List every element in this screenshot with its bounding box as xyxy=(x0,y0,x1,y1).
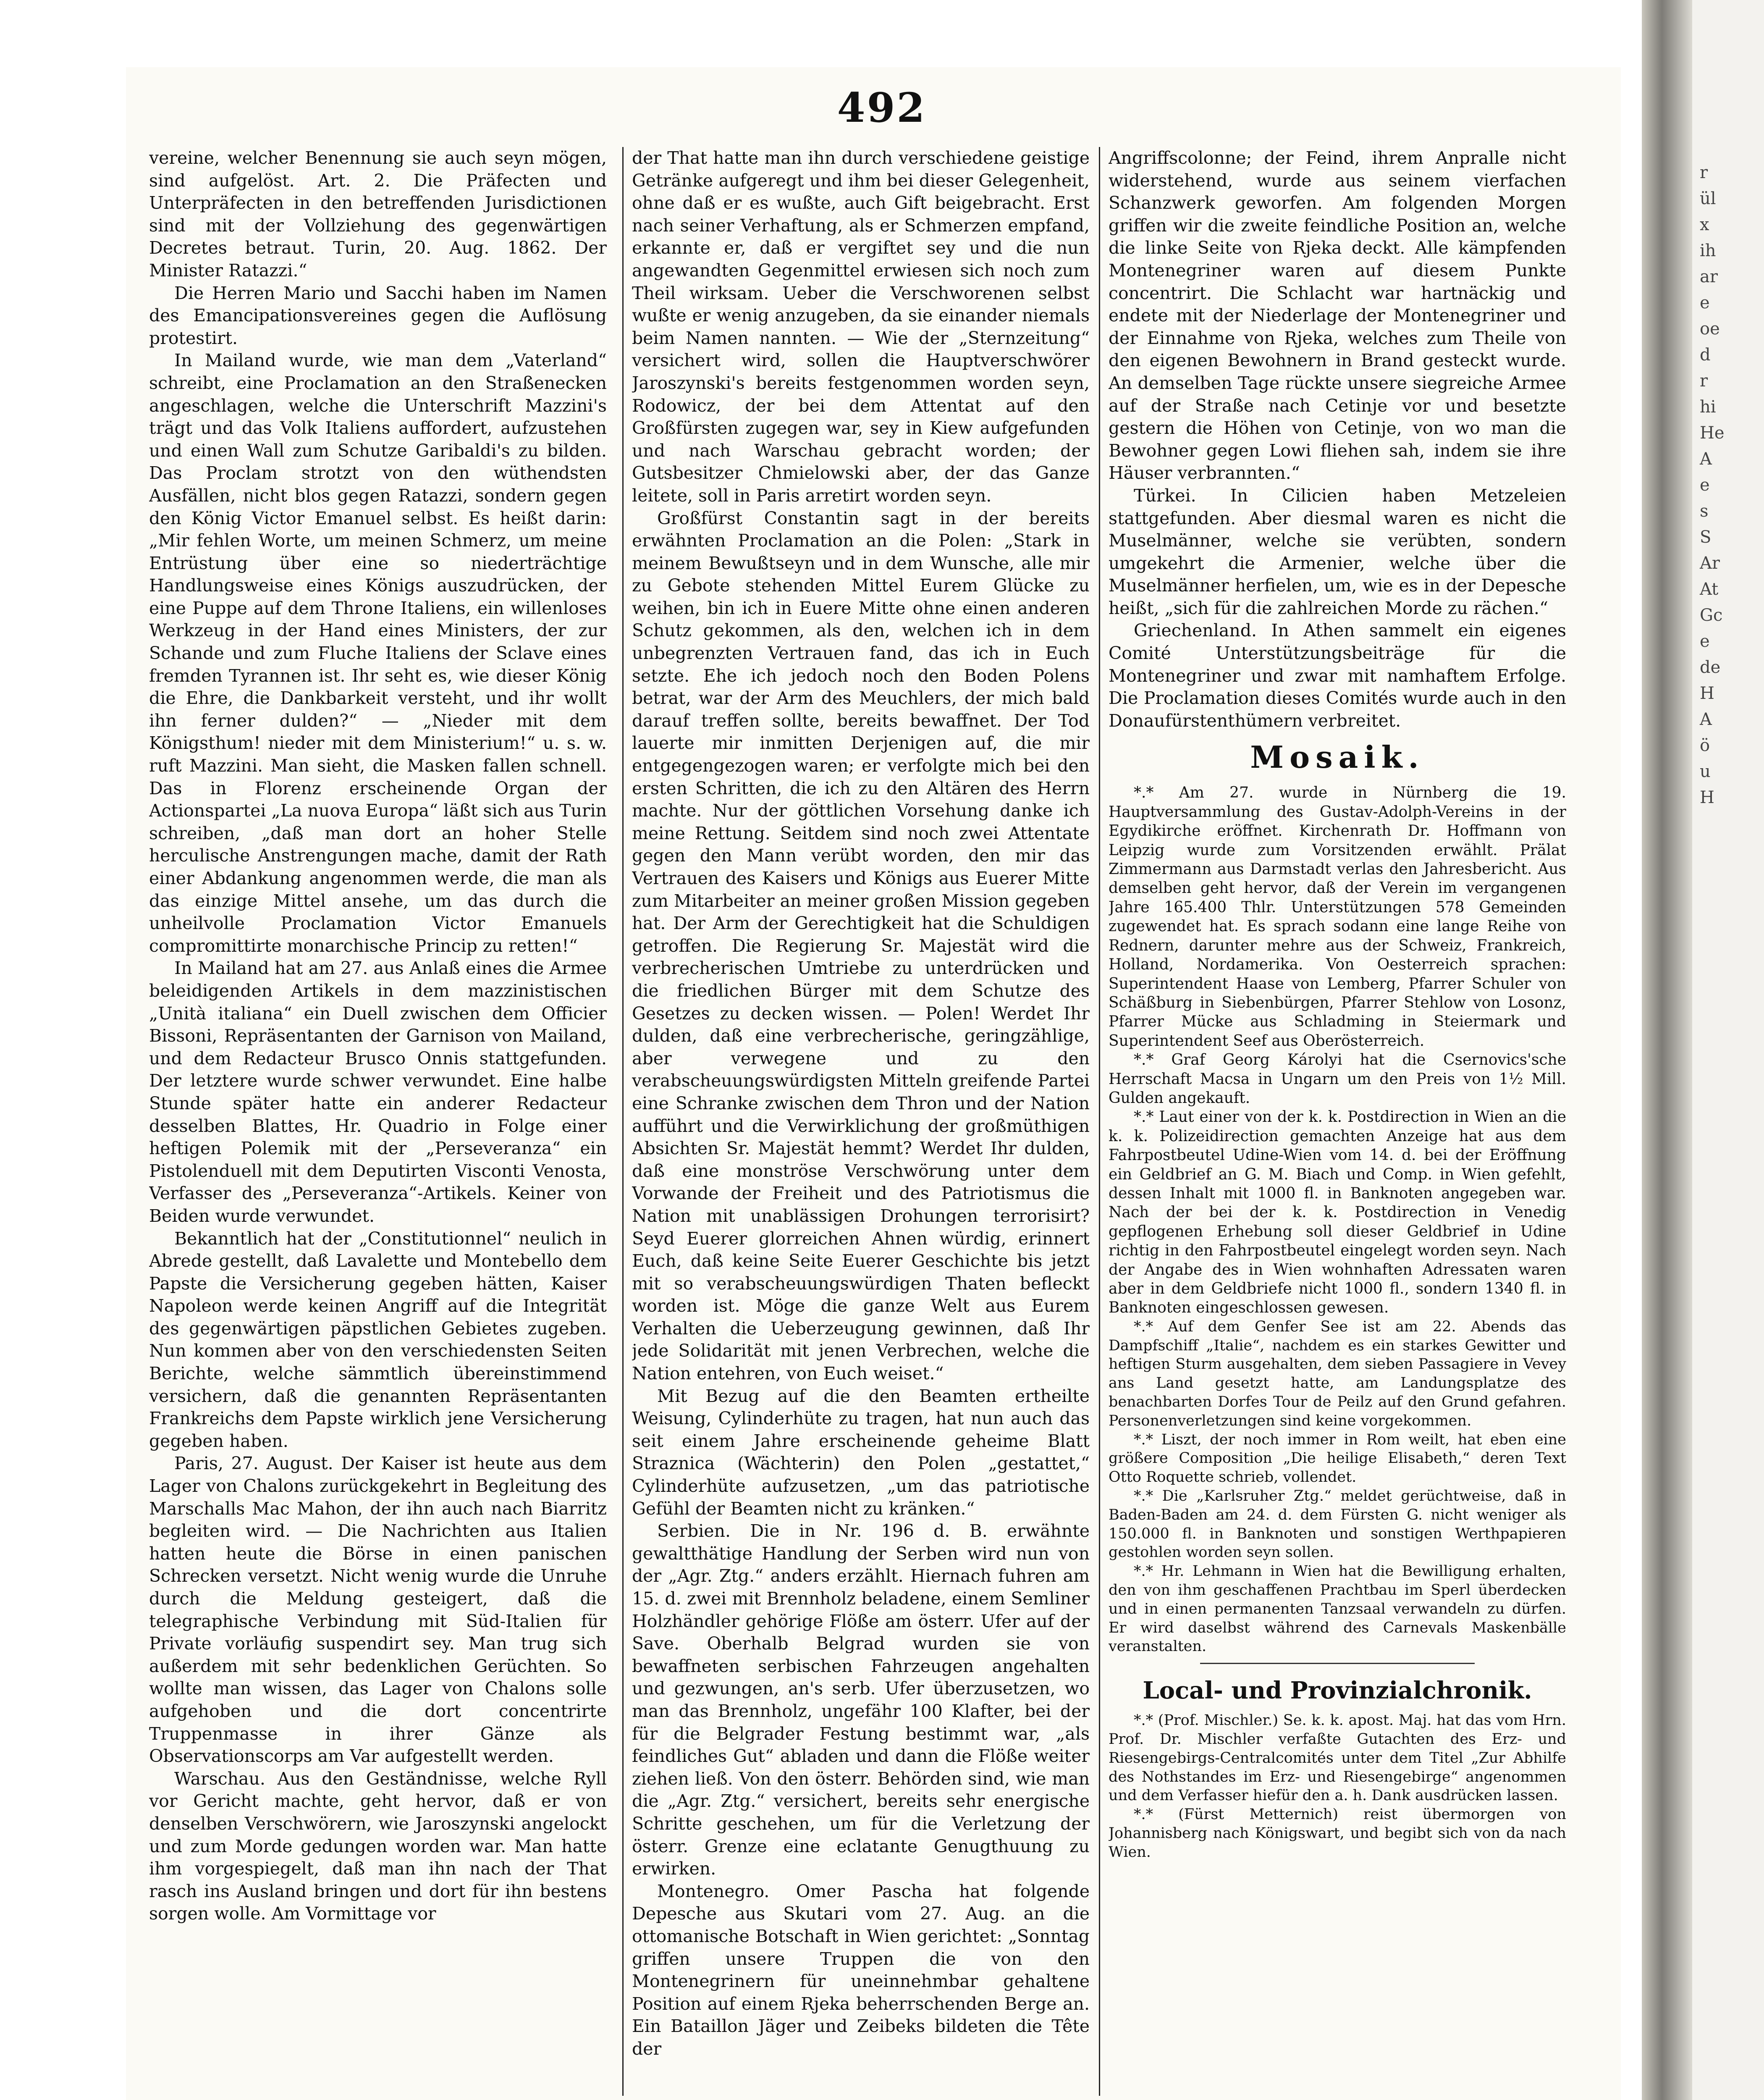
next-page-fragment: A xyxy=(1700,710,1712,729)
next-page-fragment: r xyxy=(1700,163,1708,182)
next-page-fragment: e xyxy=(1700,632,1710,651)
next-page-fragment: ül xyxy=(1700,189,1716,208)
section-divider xyxy=(1200,1663,1475,1664)
article-paragraph: vereine, welcher Benennung sie auch seyn mögen, sind aufgelöst. Art. 2. Die Präfecten und Unterpräfecten in den betreffenden Jurisdictionen sind mit der Vollziehung des gegenwärtigen Decretes betraut. Turin, 20. Aug. 1862. Der Minister Ratazzi.“ xyxy=(149,148,607,281)
page-gutter-shadow xyxy=(1642,0,1692,2100)
article-paragraph: Großfürst Constantin sagt in der bereits erwähnten Proclamation an die Polen: „Stark in meinem Bewußtseyn und in dem Wunsche, alle mir zu Gebote stehenden Mittel Eurem Glücke zu weihen, bin ich in Euere Mitte ohne einen anderen Schutz gekommen, als den, welchen ich in dem unbegrenzten Vertrauen fand, das ich in Euch setzte. Ehe ich jedoch noch den Boden Polens betrat, war der Arm des Meuchlers, der mich bald darauf treffen sollte, bereits bewaffnet. Der Tod lauerte mir inmitten Derjenigen auf, die mir entgegengezogen waren; er verfolgte mich bei den ersten Schritten, die ich zu den Altären des Herrn machte. Nur der göttlichen Vorsehung danke ich meine Rettung. Seitdem sind noch zwei Attentate gegen den Mann verübt worden, den mir das Vertrauen des Kaisers und Königs aus Euerer Mitte zum Mitarbeiter an meiner großen Mission gegeben hat. Der Arm der Gerechtigkeit hat die Schuldigen getroffen. Die Regierung Sr. Majestät wird die verbrecherischen Umtriebe zu unterdrücken und die friedlichen Bürger mit dem Schutze des Gesetzes zu decken wissen. — Polen! Werdet Ihr dulden, daß eine verbrecherische, geringzählige, aber verwegene und zu den verabscheuungswürdigsten Mitteln greifende Partei eine Schranke zwischen dem Thron und der Nation aufführt und die Verwirklichung der großmüthigen Absichten Sr. Majestät hemmt? Werdet Ihr dulden, daß eine monströse Verschwörung unter dem Vorwande der Freiheit und des Patriotismus die Nation mit unablässigen Drohungen terrorisirt? Seyd Euerer glorreichen Ahnen würdig, erinnert Euch, daß keine Seite Euerer Geschichte bis jetzt mit so verabscheuungswürdigen Thaten befleckt worden ist. Möge die ganze Welt aus Eurem Verhalten die Ueberzeugung gewinnen, daß Ihr jede Solidarität mit jenen Verbrechen, welche die Nation entehren, von Euch weiset.“ xyxy=(632,508,1090,1384)
column-1 xyxy=(149,147,607,2096)
article-paragraph: Bekanntlich hat der „Constitutionnel“ neulich in Abrede gestellt, daß Lavalette und Montebello dem Papste die Versicherung gegeben hätten, Kaiser Napoleon werde keinen Angriff auf die Integrität des gegenwärtigen päpstlichen Gebietes zugeben. Nun kommen aber von den verschiedensten Seiten Berichte, welche sämmtlich übereinstimmend versichern, daß die genannten Repräsentanten Frankreichs dem Papste wirklich jene Versicherung gegeben haben. xyxy=(149,1228,607,1451)
article-serbien: Serbien. Die in Nr. 196 d. B. erwähnte gewaltthätige Handlung der Serben wird nun von der „Agr. Ztg.“ anders erzählt. Hiernach fuhren am 15. d. zwei mit Brennholz beladene, einem Semliner Holzhändler gehörige Flöße am österr. Ufer auf der Save. Oberhalb Belgrad wurden sie von bewaffneten serbischen Fahrzeugen angehalten und gezwungen, an's serb. Ufer überzusetzen, wo man das Brennholz, ungefähr 100 Klafter, bei der für die Belgrader Festung bestimmt war, „als feindliches Gut“ abladen und dann die Flöße weiter ziehen ließ. Von den österr. Behörden sind, wie man die „Agr. Ztg.“ versichert, bereits sehr energische Schritte geschehen, um für die Verletzung der österr. Grenze eine eclatante Genugthuung zu erwirken. xyxy=(632,1521,1090,1879)
next-page-fragment: e xyxy=(1700,475,1710,495)
article-warschau: Warschau. Aus den Geständnisse, welche Ryll vor Gericht machte, geht hervor, daß er von denselben Verschwörern, wie Jaroszynski angelockt und zum Morde gedungen worden war. Man hatte ihm vorgespiegelt, daß man ihn nach der That rasch ins Ausland bringen und dort für ihn bestens sorgen wolle. Am Vormittage vor xyxy=(149,1768,607,1924)
column-rule xyxy=(622,147,624,2096)
article-paragraph: Die Herren Mario und Sacchi haben im Namen des Emancipationsvereines gegen die Auflösung protestirt. xyxy=(149,283,607,348)
next-page-fragment: d xyxy=(1700,345,1711,365)
article-montenegro: Montenegro. Omer Pascha hat folgende Depesche aus Skutari vom 27. Aug. an die ottomanische Botschaft in Wien gerichtet: „Sonntag griffen unsere Truppen die von den Montenegrinern für uneinnehmbar gehaltene Position auf einem Rjeka beherrschenden Berge an. Ein Bataillon Jäger und Zeibeks bildeten die Tête der xyxy=(632,1881,1090,2059)
mosaic-item: *.* Die „Karlsruher Ztg.“ meldet gerüchtweise, daß in Baden-Baden am 24. d. dem Fürsten G. nicht weniger als 150.000 fl. in Banknoten und sonstigen Werthpapieren gestohlen worden seyn sollen. xyxy=(1109,1487,1566,1561)
next-page-fragment: Ar xyxy=(1700,554,1720,573)
mosaic-item: *.* Graf Georg Károlyi hat die Csernovics'sche Herrschaft Macsa in Ungarn um den Preis von 1½ Mill. Gulden angekauft. xyxy=(1109,1051,1566,1107)
next-page-fragment: Gc xyxy=(1700,606,1723,625)
next-page-edge xyxy=(1692,0,1764,2100)
mosaic-item: *.* Laut einer von der k. k. Postdirection in Wien an die k. k. Polizeidirection gemachten Anzeige hat aus dem Fahrpostbeutel Udine-Wien vom 14. d. bei der Eröffnung ein Geldbrief an G. M. Biach und Comp. in Wien gefehlt, dessen Inhalt mit 1000 fl. in Banknoten angegeben war. Nach der bei der k. k. Postdirection in Venedig gepflogenen Erhebung soll dieser Geldbrief in Udine richtig in den Fahrpostbeutel eingelegt worden seyn. Nach der Angabe des in Wien wohnhaften Adressaten waren aber in dem Geldbriefe nicht 1000 fl., sondern 1340 fl. in Banknoten eingeschlossen gewesen. xyxy=(1109,1108,1566,1317)
next-page-fragment: x xyxy=(1700,215,1709,234)
article-paragraph: In Mailand wurde, wie man dem „Vaterland“ schreibt, eine Proclamation an den Straßenecken angeschlagen, welche die Unterschrift Mazzini's trägt und das Volk Italiens auffordert, aufzustehen und einen Wall zum Schutze Garibaldi's zu bilden. Das Proclam strotzt von den wüthendsten Ausfällen, nicht blos gegen Ratazzi, sondern gegen den König Victor Emanuel selbst. Es heißt darin: „Mir fehlen Worte, um meinen Schmerz, um meine Entrüstung über eine so niederträchtige Handlungsweise eines Königs auszudrücken, der eine Puppe auf dem Throne Italiens, ein willenloses Werkzeug in der Hand eines Ministers, der zur Schande und zum Fluche Italiens der Sclave eines fremden Tyrannen ist. Ihr seht es, wie dieser König die Ehre, die Dankbarkeit versteht, und ihr wollt ihn ferner dulden?“ — „Nieder mit dem Königsthum! nieder mit dem Ministerium!“ u. s. w. ruft Mazzini. Man sieht, die Masken fallen schnell. Das in Florenz erscheinende Organ der Actionspartei „La nuova Europa“ läßt sich aus Turin schreiben, „daß man dort an hoher Stelle herculische Anstrengungen mache, damit der Rath einer Abdankung angenommen werde, die man als das einzige Mittel ansehe, um das durch die unheilvolle Proclamation Victor Emanuels compromittirte monarchische Princip zu retten!“ xyxy=(149,350,607,956)
next-page-fragment: ih xyxy=(1700,241,1716,260)
next-page-fragment: At xyxy=(1700,580,1719,599)
next-page-fragment: oe xyxy=(1700,319,1720,339)
article-paragraph: der That hatte man ihn durch verschiedene geistige Getränke aufgeregt und ihm bei dieser Gelegenheit, ohne daß er es wußte, auch Gift beigebracht. Erst nach seiner Verhaftung, als er Schmerzen empfand, erkannte er, daß er vergiftet sey und die nun angewandten Gegenmittel erwiesen sich noch zum Theil wirksam. Ueber die Verschworenen selbst wußte er wenig anzugeben, da sie einander niemals beim Namen nannten. — Wie der „Sternzeitung“ versichert wird, sollen die Hauptverschwörer Jaroszynski's bereits festgenommen worden seyn, Rodowicz, der bei dem Attentat auf den Großfürsten zugegen war, sey in Kiew aufgefunden und nach Warschau gebracht worden; der Gutsbesitzer Chmielowski aber, der das Ganze leitete, soll in Paris arretirt worden seyn. xyxy=(632,148,1090,506)
next-page-fragment: e xyxy=(1700,293,1710,312)
next-page-fragment: He xyxy=(1700,423,1725,443)
column-3 xyxy=(1109,147,1566,2096)
article-paragraph: Mit Bezug auf die den Beamten ertheilte Weisung, Cylinderhüte zu tragen, hat nun auch das seit einem Jahre erscheinende geheime Blatt Straznica (Wächterin) den Polen „gestattet,“ Cylinderhüte aufzusetzen, „um das patriotische Gefühl der Beamten nicht zu kränken.“ xyxy=(632,1386,1090,1519)
next-page-fragment: r xyxy=(1700,371,1708,391)
local-item: *.* (Prof. Mischler.) Se. k. k. apost. Maj. hat das vom Hrn. Prof. Dr. Mischler verfaßte Gutachten des Erz- und Riesengebirgs-Centralcomités unter dem Titel „Zur Abhilfe des Nothstandes im Erz- und Riesengebirge“ angenommen und dem Verfasser hiefür den a. h. Dank ausdrücken lassen. xyxy=(1109,1712,1566,1804)
mosaic-item: *.* Auf dem Genfer See ist am 22. Abends das Dampfschiff „Italie“, nachdem es ein starkes Gewitter und heftigen Sturm ausgehalten, dem sieben Passagiere in Vevey ans Land gesetzt hatte, am Landungsplatze des benachbarten Dorfes Tour de Peilz auf den Grund gefahren. Personenverletzungen sind keine vorgekommen. xyxy=(1109,1318,1566,1429)
article-griechenland: Griechenland. In Athen sammelt ein eigenes Comité Unterstützungsbeiträge für die Montenegriner und zwar mit namhaftem Erfolge. Die Proclamation dieses Comités wurde auch in den Donaufürstenthümern verbreitet. xyxy=(1109,620,1566,731)
next-page-fragment: H xyxy=(1700,684,1714,703)
article-paragraph: Angriffscolonne; der Feind, ihrem Anpralle nicht widerstehend, wurde aus seinem vierfachen Schanzwerk geworfen. Am folgenden Morgen griffen wir die zweite feindliche Position an, welche die linke Seite von Rjeka deckt. Alle kämpfenden Montenegriner waren auf diesem Punkte concentrirt. Die Schlacht war hartnäckig und endete mit der Niederlage der Montenegriner und der Einnahme von Rjeka, welches zum Theile von den eigenen Bewohnern in Brand gesteckt wurde. An demselben Tage rückte unsere siegreiche Armee auf der Straße nach Cetinje vor und besetzte gestern die Höhen von Cetinje, von wo man die Bewohner gegen Lowi fliehen sah, indem sie ihre Häuser verbrannten.“ xyxy=(1109,148,1566,483)
article-paragraph: In Mailand hat am 27. aus Anlaß eines die Armee beleidigenden Artikels in dem mazzinistischen „Unità italiana“ ein Duell zwischen dem Officier Bissoni, Repräsentanten der Garnison von Mailand, und dem Redacteur Brusco Onnis stattgefunden. Der letztere wurde schwer verwundet. Eine halbe Stunde später hatte ein anderer Redacteur desselben Blattes, Hr. Quadrio in Folge einer heftigen Polemik mit der „Perseveranza“ ein Pistolenduell mit dem Deputirten Visconti Venosta, Verfasser des „Perseveranza“-Artikels. Keiner von Beiden wurde verwundet. xyxy=(149,958,607,1226)
next-page-fragment: ö xyxy=(1700,736,1710,755)
section-heading-local: Local- und Provinzialchronik. xyxy=(1143,1677,1532,1705)
next-page-fragment: s xyxy=(1700,501,1709,521)
next-page-fragment: de xyxy=(1700,658,1721,677)
article-tuerkei: Türkei. In Cilicien haben Metzeleien stattgefunden. Aber diesmal waren es nicht die Muselmänner, welche sie verübten, sondern umgekehrt die Armenier, welche über die Muselmänner herfielen, um, wie es in der Depesche heißt, „sich für die zahlreichen Morde zu rächen.“ xyxy=(1109,485,1566,618)
column-2 xyxy=(632,147,1090,2096)
next-page-fragment: u xyxy=(1700,762,1711,781)
next-page-fragment: hi xyxy=(1700,397,1716,417)
next-page-fragment: A xyxy=(1700,449,1712,469)
mosaic-item: *.* Hr. Lehmann in Wien hat die Bewilligung erhalten, den von ihm geschaffenen Prachtbau im Sperl überdecken und in einen permanenten Tanzsaal verwandeln zu dürfen. Er wird daselbst während des Carnevals Maskenbälle veranstalten. xyxy=(1109,1563,1566,1655)
next-page-fragment: H xyxy=(1700,788,1714,807)
next-page-fragment: S xyxy=(1700,528,1712,547)
mosaic-item: *.* Am 27. wurde in Nürnberg die 19. Hauptversammlung des Gustav-Adolph-Vereins in der Egydikirche eröffnet. Kirchenrath Dr. Hoffmann von Leipzig wurde zum Vorsitzenden erwählt. Prälat Zimmermann aus Darmstadt verlas den Jahresbericht. Aus demselben geht hervor, daß der Verein im vergangenen Jahre 165.400 Thlr. Unterstützungen 578 Gemeinden zugewendet hat. Es sprach sodann eine lange Reihe von Rednern, darunter mehre aus der Schweiz, Frankreich, Holland, Nordamerika. Von Oesterreich sprachen: Superintendent Haase von Lemberg, Pfarrer Schuler von Schäßburg in Siebenbürgen, Pfarrer Stehlow von Losonz, Pfarrer Mücke aus Schladming in Steiermark und Superintendent Seef aus Oberösterreich. xyxy=(1109,784,1566,1050)
mosaic-item: *.* Liszt, der noch immer in Rom weilt, hat eben eine größere Composition „Die heilige Elisabeth,“ deren Text Otto Roquette schrieb, vollendet. xyxy=(1109,1431,1566,1486)
next-page-fragment: ar xyxy=(1700,267,1718,286)
local-item: *.* (Fürst Metternich) reist übermorgen von Johannisberg nach Königswart, und begibt sich von da nach Wien. xyxy=(1109,1806,1566,1861)
article-paris: Paris, 27. August. Der Kaiser ist heute aus dem Lager von Chalons zurückgekehrt in Begleitung des Marschalls Mac Mahon, der ihn auch nach Biarritz begleiten wird. — Die Nachrichten aus Italien hatten heute die Börse in einen panischen Schrecken versetzt. Nicht wenig wurde die Unruhe durch die Meldung gesteigert, daß die telegraphische Verbindung mit Süd-Italien für Private vorläufig suspendirt sey. Man trug sich außerdem mit sehr bedenklichen Gerüchten. So wollte man wissen, das Lager von Chalons solle aufgehoben und die dort concentrirte Truppenmasse in ihrer Gänze als Observationscorps am Var aufgestellt werden. xyxy=(149,1453,607,1767)
column-rule xyxy=(1099,147,1100,2096)
page-number: 492 xyxy=(837,84,927,131)
section-heading-mosaik: Mosaik. xyxy=(1250,739,1425,775)
